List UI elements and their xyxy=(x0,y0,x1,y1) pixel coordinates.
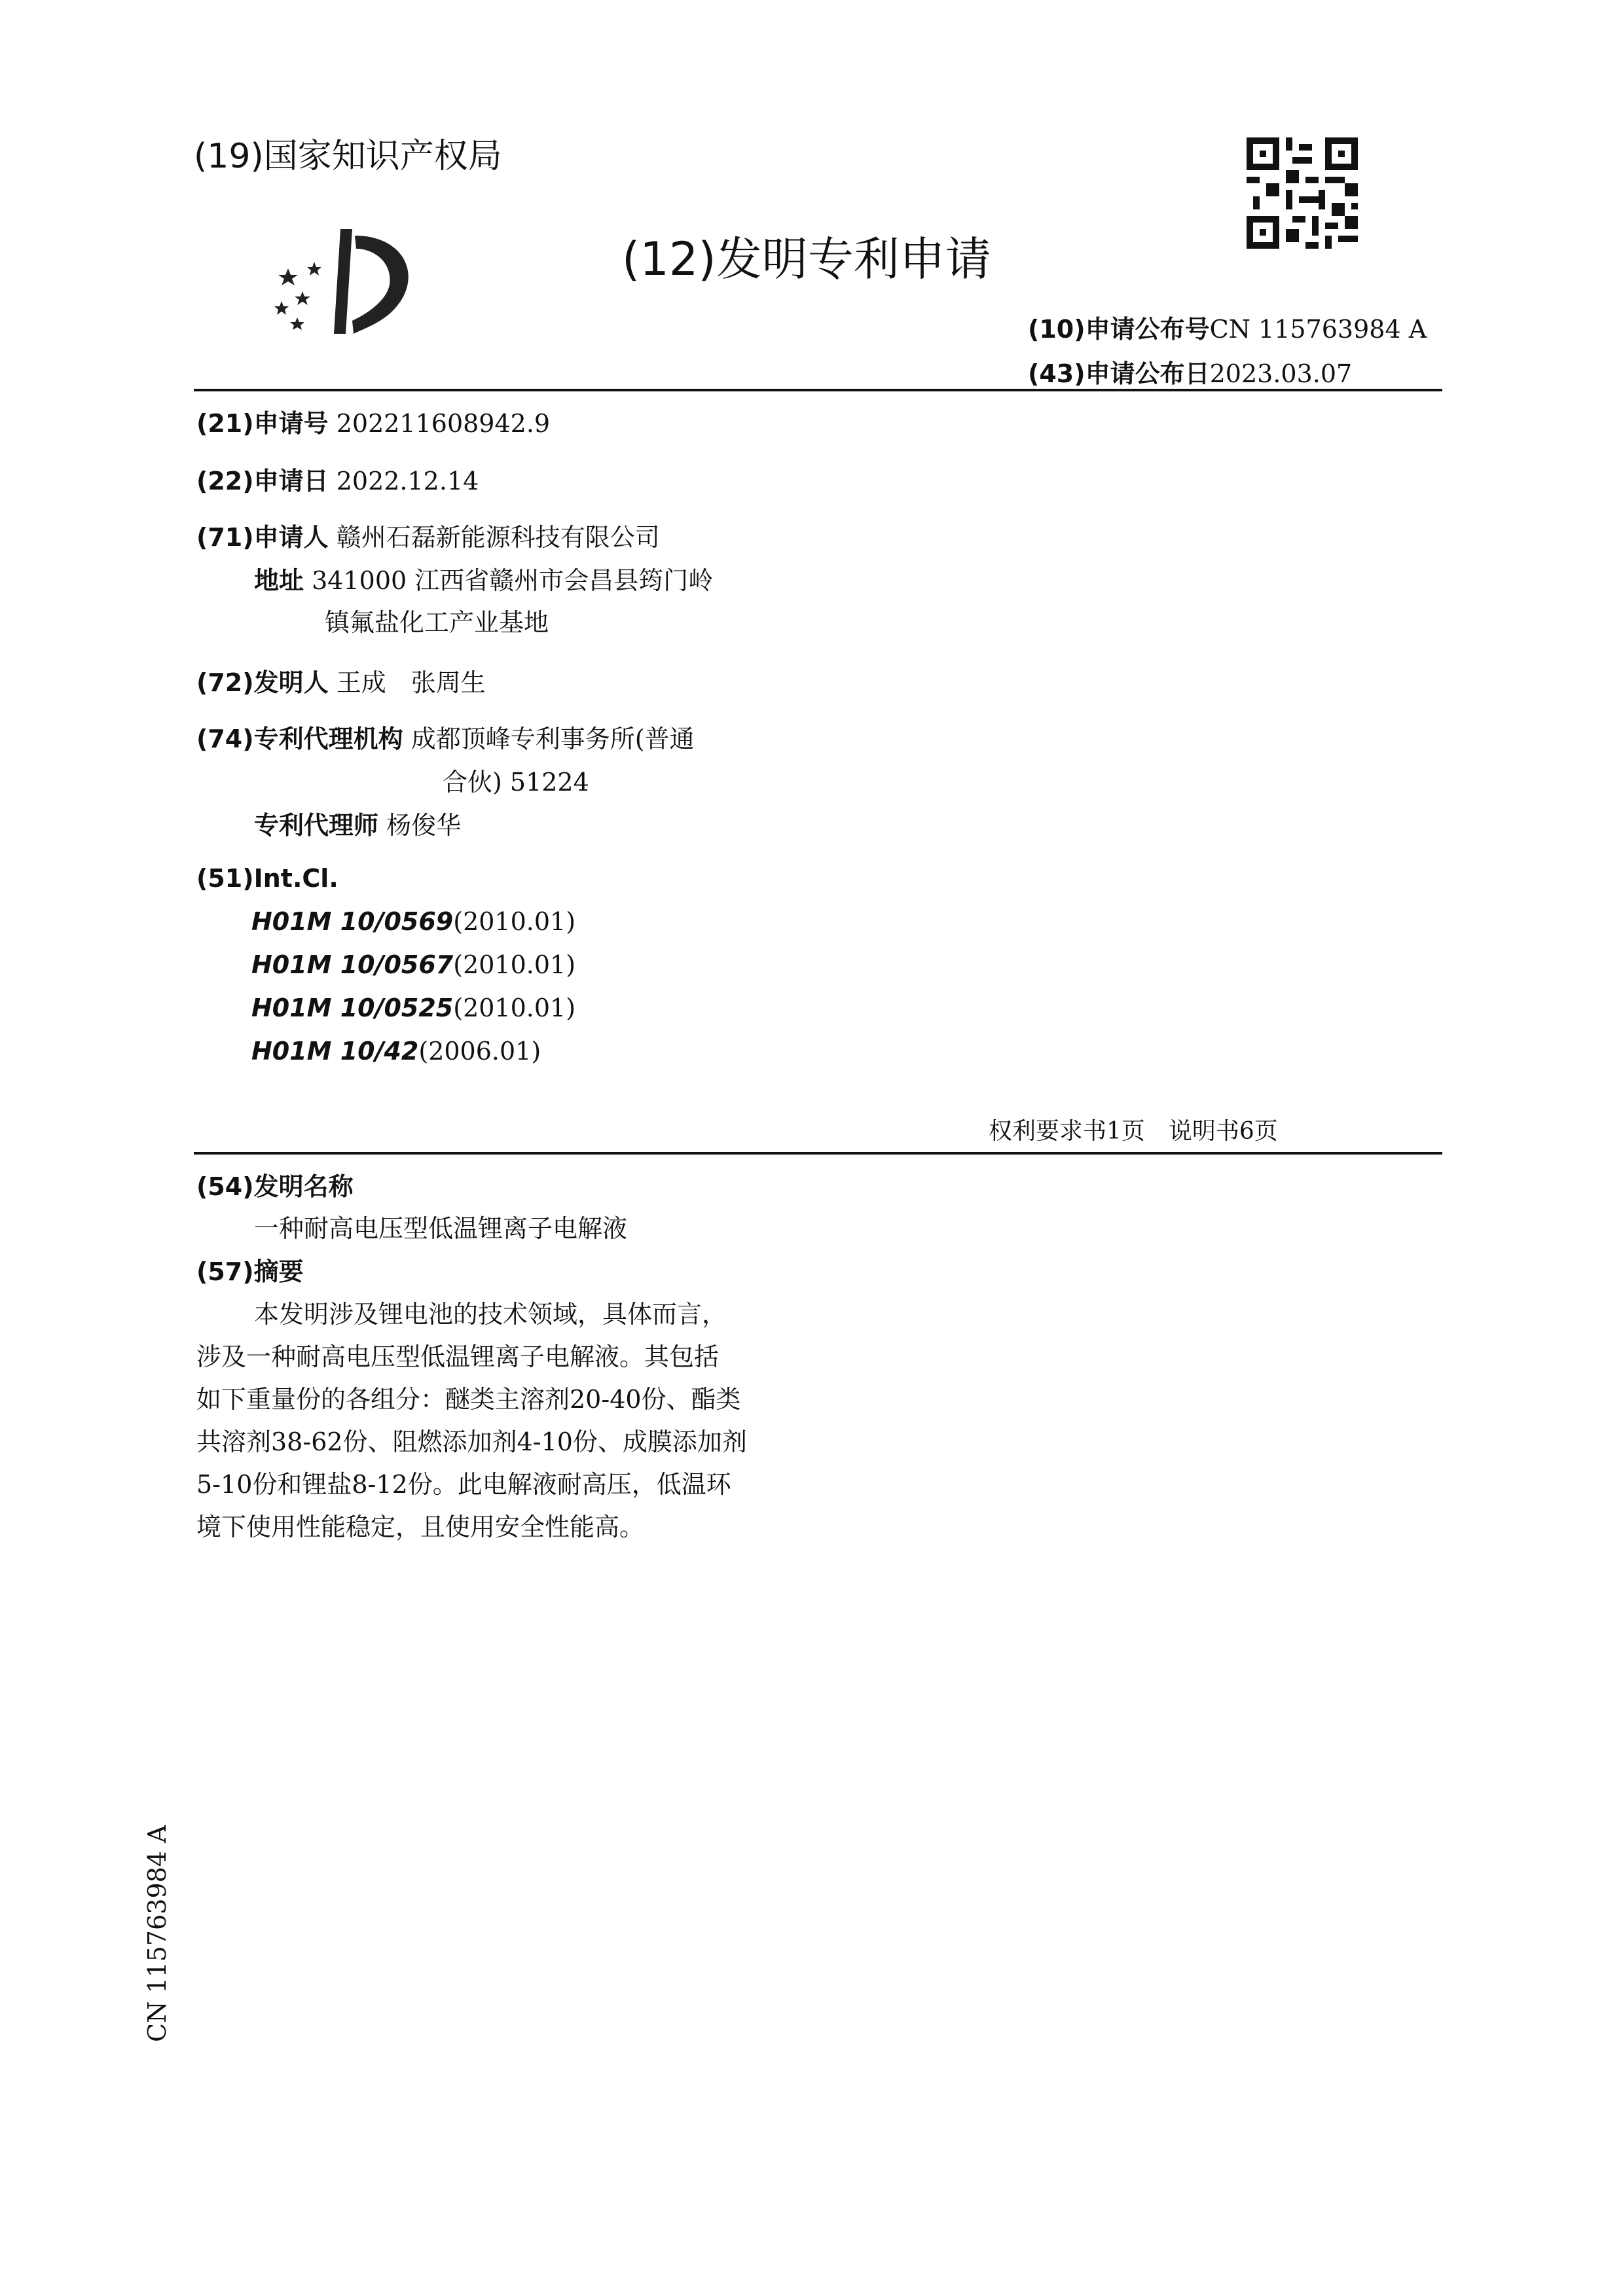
header-rule xyxy=(194,389,1442,391)
invention-title-label xyxy=(196,1166,354,1202)
application-number-label: (21)申请号 xyxy=(196,409,329,438)
inventor-label: (72)发明人 xyxy=(196,668,329,697)
page-count-info: 权利要求书1页 说明书6页 xyxy=(989,1118,1278,1145)
ipc-entry xyxy=(251,994,575,1022)
ipc-version: (2010.01) xyxy=(453,994,576,1022)
agency-line-1: 成都顶峰专利事务所(普通 xyxy=(410,725,695,753)
abstract-line: 共溶剂38-62份、阻燃添加剂4-10份、成膜添加剂 xyxy=(196,1427,747,1456)
abstract-label-text: (57)摘要 xyxy=(196,1257,304,1286)
inventor-value: 王成 张周生 xyxy=(336,668,486,697)
publication-number-label: (10)申请公布号 xyxy=(1028,315,1210,344)
int-cl xyxy=(196,864,338,893)
patent-agency xyxy=(196,719,695,755)
invention-title xyxy=(254,1208,627,1244)
ipc-entry xyxy=(251,1037,541,1066)
application-number-value: 202211608942.9 xyxy=(336,409,551,438)
publication-number-value: CN 115763984 A xyxy=(1209,315,1427,344)
ipc-version: (2010.01) xyxy=(453,950,576,979)
abstract-line: 涉及一种耐高电压型低温锂离子电解液。其包括 xyxy=(196,1342,720,1371)
publication-date-label: (43)申请公布日 xyxy=(1028,359,1210,388)
agent-value: 杨俊华 xyxy=(386,811,462,840)
invention-title-text: 一种耐高电压型低温锂离子电解液 xyxy=(254,1214,628,1243)
application-date-label: (22)申请日 xyxy=(196,467,329,495)
application-date-value: 2022.12.14 xyxy=(336,467,479,495)
invention-title-label-text: (54)发明名称 xyxy=(196,1172,354,1201)
agent-label: 专利代理师 xyxy=(254,811,379,840)
address xyxy=(254,560,713,596)
side-publication-number: CN 115763984 A xyxy=(143,1825,172,2042)
application-date xyxy=(196,461,479,497)
ipc-code: H01M 10/0567 xyxy=(251,950,454,979)
section-rule xyxy=(194,1152,1442,1155)
patent-agent xyxy=(254,805,461,841)
address-line-1: 341000 江西省赣州市会昌县筠门岭 xyxy=(312,566,714,595)
inventors xyxy=(196,662,486,698)
abstract-line: 5-10份和锂盐8-12份。此电解液耐高压，低温环 xyxy=(196,1470,731,1499)
address-label: 地址 xyxy=(254,566,304,595)
applicant xyxy=(196,517,660,553)
issuing-office: (19)国家知识产权局 xyxy=(194,137,502,176)
ipc-version: (2006.01) xyxy=(418,1037,541,1066)
patent-agency-continued xyxy=(443,762,589,798)
address-line-2: 镇氟盐化工产业基地 xyxy=(325,608,549,637)
application-number xyxy=(196,403,550,439)
abstract-line: 如下重量份的各组分：醚类主溶剂20-40份、酯类 xyxy=(196,1385,741,1414)
ipc-entry xyxy=(251,950,575,979)
ipc-entry xyxy=(251,907,575,936)
publication-date-value: 2023.03.07 xyxy=(1209,359,1353,388)
ipc-code: H01M 10/0525 xyxy=(251,994,454,1022)
agency-line-2: 合伙) 51224 xyxy=(443,768,589,797)
cnipa-logo xyxy=(268,223,426,347)
ipc-version: (2010.01) xyxy=(453,907,576,936)
applicant-value: 赣州石磊新能源科技有限公司 xyxy=(336,523,660,552)
qr-code xyxy=(1247,137,1358,249)
ipc-code: H01M 10/42 xyxy=(251,1037,419,1066)
applicant-label: (71)申请人 xyxy=(196,523,329,552)
publication-date xyxy=(1028,353,1352,389)
abstract-label xyxy=(196,1251,304,1287)
address-continued xyxy=(325,602,549,638)
int-cl-label: (51)Int.Cl. xyxy=(196,864,338,893)
publication-number xyxy=(1028,309,1427,345)
agency-label: (74)专利代理机构 xyxy=(196,725,403,753)
abstract-line: 境下使用性能稳定，且使用安全性能高。 xyxy=(196,1513,645,1541)
abstract-line: 本发明涉及锂电池的技术领域，具体而言， xyxy=(254,1300,727,1329)
ipc-code: H01M 10/0569 xyxy=(251,907,454,936)
document-type: (12)发明专利申请 xyxy=(622,232,991,286)
